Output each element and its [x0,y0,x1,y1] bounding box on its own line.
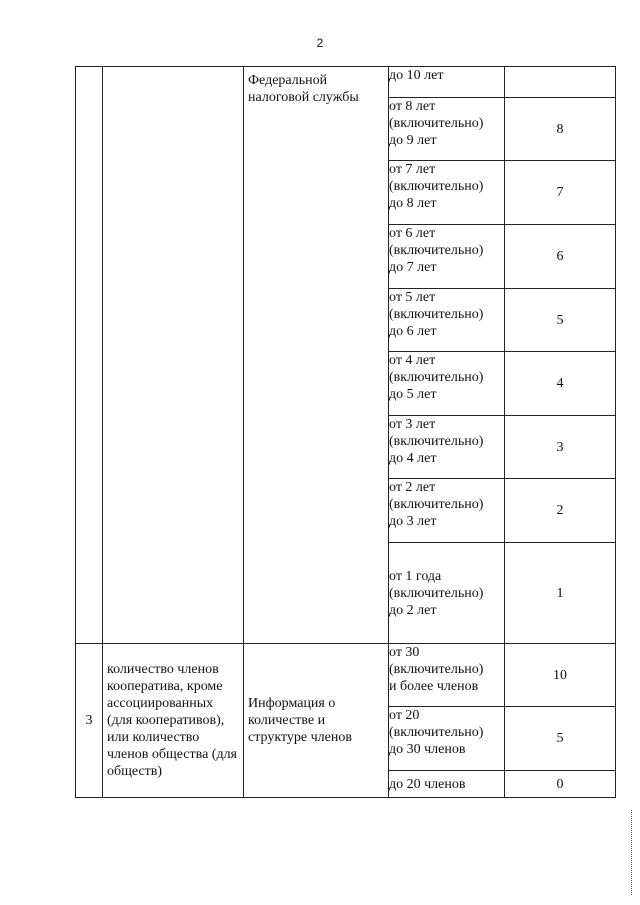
condition-cell: от 1 года (включительно) до 2 лет [389,543,505,644]
source-cell [244,644,389,798]
condition-cell: от 8 лет (включительно) до 9 лет [389,98,505,161]
table-row [76,644,616,707]
criterion-cell [103,644,244,798]
page-number: 2 [316,36,324,50]
condition-cell: от 4 лет (включительно) до 5 лет [389,352,505,416]
score-cell: 3 [505,416,616,479]
number-cell [76,67,103,644]
score-cell: 5 [505,289,616,352]
table-row [76,67,616,98]
score-cell: 10 [505,644,616,707]
condition-cell: от 2 лет (включительно) до 3 лет [389,479,505,543]
condition-cell: от 6 лет (включительно) до 7 лет [389,225,505,289]
criterion-text: количество членов кооператива, кроме ассоциированных (для кооперативов), или количество членов общества (для обществ) [107,662,237,779]
score-cell: 6 [505,225,616,289]
condition-cell: от 20 (включительно) до 30 членов [389,707,505,771]
condition-cell: от 30 (включительно) и более членов [389,644,505,707]
condition-cell: от 3 лет (включительно) до 4 лет [389,416,505,479]
scan-edge-marks [629,810,632,895]
score-cell: 4 [505,352,616,416]
score-cell: 8 [505,98,616,161]
score-cell: 0 [505,771,616,798]
condition-cell: от 7 лет (включительно) до 8 лет [389,161,505,225]
source-cell [244,67,389,644]
score-cell: 7 [505,161,616,225]
condition-cell: до 20 членов [389,771,505,798]
source-text: Федеральной налоговой службы [248,73,359,105]
condition-cell: до 10 лет [389,67,505,98]
score-cell: 5 [505,707,616,771]
source-text: Информация о количестве и структуре членов [248,696,352,745]
score-cell [505,67,616,98]
score-cell: 2 [505,479,616,543]
condition-cell: от 5 лет (включительно) до 6 лет [389,289,505,352]
criterion-cell [103,67,244,644]
number-cell: 3 [76,644,103,798]
criteria-table [75,66,616,798]
score-cell: 1 [505,543,616,644]
